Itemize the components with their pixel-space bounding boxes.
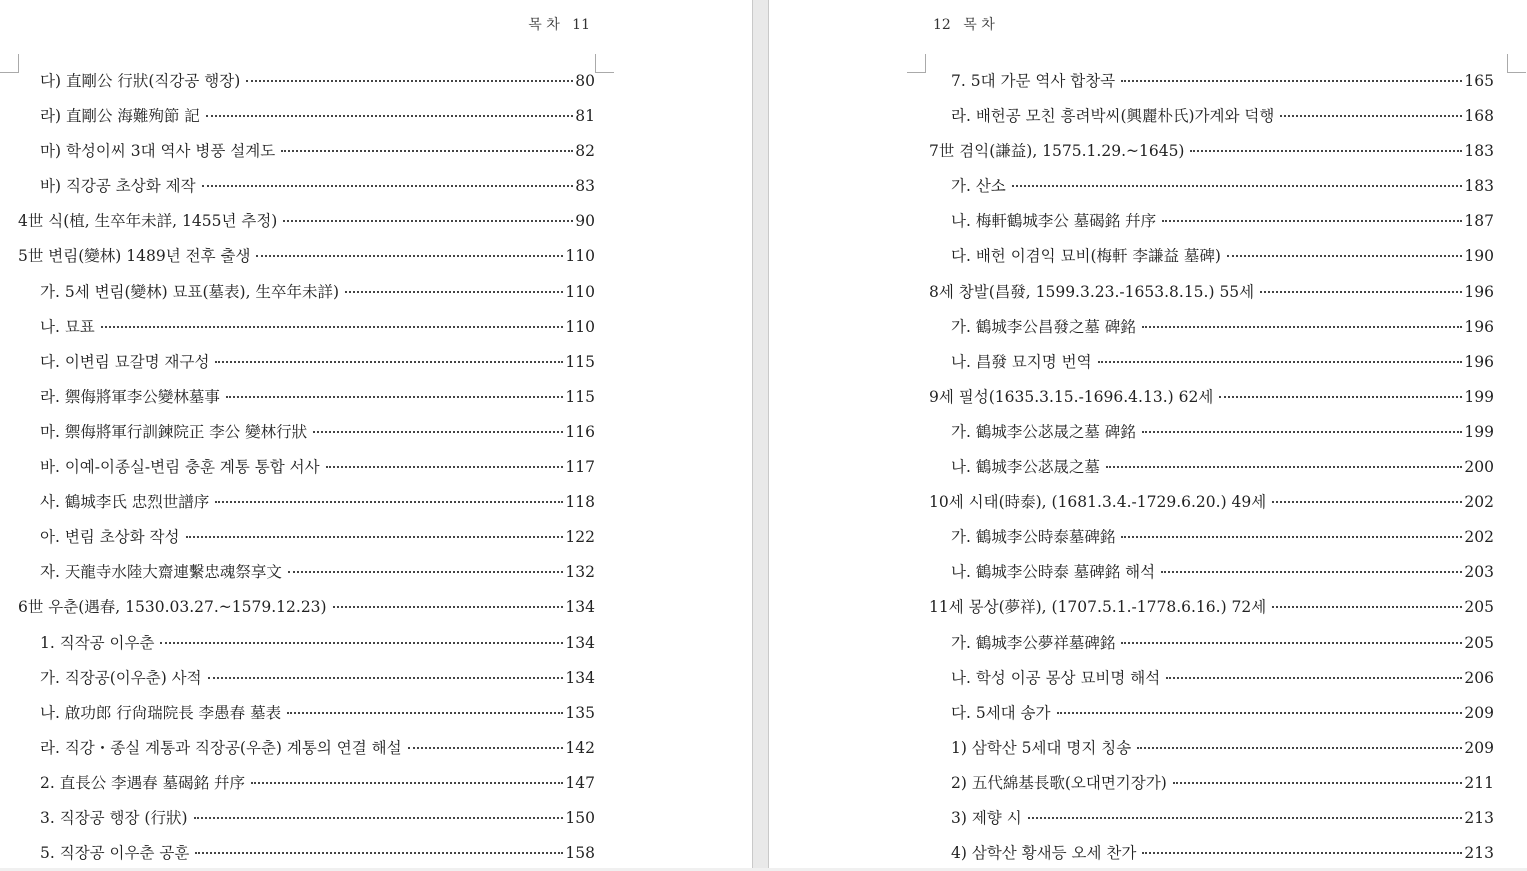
- toc-entry-title: 다. 배헌 이겸익 묘비(梅軒 李謙益 墓碑): [951, 247, 1221, 266]
- toc-entry[interactable]: [18, 169, 595, 204]
- dot-leader: [1161, 571, 1462, 573]
- toc-entry-page: 122: [565, 528, 595, 547]
- toc-entry[interactable]: [929, 380, 1494, 415]
- dot-leader: [208, 677, 564, 679]
- dot-leader: [1028, 817, 1463, 819]
- dot-leader: [1121, 80, 1462, 82]
- crop-mark: [0, 54, 19, 73]
- dot-leader: [1272, 501, 1462, 503]
- toc-entry-title: 11세 몽상(夢祥), (1707.5.1.-1778.6.16.) 72세: [929, 598, 1267, 617]
- dot-leader: [345, 291, 563, 293]
- toc-entry-page: 202: [1464, 528, 1494, 547]
- toc-entry-page: 199: [1464, 422, 1494, 441]
- toc-entry-title: 4) 삼학산 황새등 오세 찬가: [951, 844, 1137, 863]
- toc-entry-page: 81: [575, 107, 595, 126]
- toc-entry-page: 213: [1464, 808, 1494, 827]
- toc-entry-page: 206: [1464, 668, 1494, 687]
- crop-mark: [907, 54, 926, 73]
- dot-leader: [246, 80, 573, 82]
- toc-entry[interactable]: [929, 731, 1494, 766]
- dot-leader: [194, 817, 564, 819]
- header-title: 목 차: [528, 17, 560, 33]
- toc-entry[interactable]: [18, 64, 595, 99]
- toc-entry-title: 마. 禦侮將軍行訓鍊院正 李公 變林行狀: [40, 422, 308, 441]
- toc-entry[interactable]: [929, 520, 1494, 555]
- toc-entry-page: 196: [1464, 352, 1494, 371]
- toc-entry-page: 199: [1464, 387, 1494, 406]
- toc-entry[interactable]: [18, 485, 595, 520]
- dot-leader: [195, 852, 563, 854]
- toc-entry-title: 4世 식(植, 生卒年未詳, 1455년 추정): [18, 212, 278, 231]
- left-page: [0, 0, 752, 868]
- right-page: [769, 0, 1527, 868]
- dot-leader: [1012, 185, 1463, 187]
- toc-entry-page: 209: [1464, 738, 1494, 757]
- toc-entry-page: 202: [1464, 493, 1494, 512]
- toc-entry[interactable]: [929, 801, 1494, 836]
- dot-leader: [326, 466, 564, 468]
- toc-entry[interactable]: [929, 345, 1494, 380]
- dot-leader: [226, 396, 564, 398]
- dot-leader: [1173, 782, 1463, 784]
- toc-entry[interactable]: [18, 661, 595, 696]
- toc-entry-title: 9세 필성(1635.3.15.-1696.4.13.) 62세: [929, 387, 1214, 406]
- toc-entry-title: 10세 시태(時泰), (1681.3.4.-1729.6.20.) 49세: [929, 493, 1267, 512]
- toc-entry-title: 라. 배헌공 모친 흥려박씨(興麗朴氏)가계와 덕행: [951, 107, 1275, 126]
- header-page-number: 12: [933, 17, 951, 33]
- toc-entry-title: 2) 五代綿基長歌(오대면기장가): [951, 773, 1167, 792]
- toc-entry-title: 마) 학성이씨 3대 역사 병풍 설계도: [40, 142, 276, 161]
- toc-entry-title: 라. 직강・종실 계통과 직장공(우춘) 계통의 연결 해설: [40, 738, 402, 757]
- toc-entry-title: 나. 梅軒鶴城李公 墓碣銘 幷序: [951, 212, 1157, 231]
- toc-entry[interactable]: [18, 99, 595, 134]
- toc-entry-page: 80: [575, 72, 595, 90]
- dot-leader: [256, 255, 563, 257]
- toc-entry-title: 가. 5세 변림(變林) 묘표(墓表), 生卒年未詳): [40, 282, 339, 301]
- toc-entry[interactable]: [929, 661, 1494, 696]
- toc-entry-page: 134: [565, 598, 595, 617]
- toc-entry[interactable]: [929, 836, 1494, 871]
- dot-leader: [1280, 115, 1462, 117]
- toc-entry[interactable]: [18, 275, 595, 310]
- toc-entry[interactable]: [929, 134, 1494, 169]
- dot-leader: [1162, 220, 1462, 222]
- toc-entry[interactable]: [18, 310, 595, 345]
- dot-leader: [281, 150, 573, 152]
- toc-entry[interactable]: [929, 696, 1494, 731]
- dot-leader: [1121, 536, 1462, 538]
- toc-entry-title: 가. 鶴城李公時泰墓碑銘: [951, 528, 1116, 547]
- toc-entry[interactable]: [929, 415, 1494, 450]
- toc-entry[interactable]: [929, 239, 1494, 274]
- toc-entry-title: 자. 天龍寺水陸大齋連繫忠魂祭享文: [40, 563, 282, 582]
- toc-entry-page: 135: [565, 703, 595, 722]
- dot-leader: [1260, 291, 1462, 293]
- page-gutter: [752, 0, 769, 868]
- dot-leader: [215, 501, 563, 503]
- toc-entry-page: 183: [1464, 177, 1494, 196]
- toc-entry-title: 가. 산소: [951, 177, 1006, 196]
- dot-leader: [215, 361, 563, 363]
- toc-entry-title: 바) 직강공 초상화 제작: [40, 177, 196, 196]
- toc-entry-page: 190: [1464, 247, 1494, 266]
- toc-entry-page: 118: [565, 493, 595, 512]
- toc-entry-page: 150: [565, 808, 595, 827]
- toc-entry[interactable]: [929, 485, 1494, 520]
- toc-entry-page: 187: [1464, 212, 1494, 231]
- dot-leader: [313, 431, 563, 433]
- toc-entry-title: 가. 직장공(이우춘) 사적: [40, 668, 202, 687]
- toc-entry-title: 라) 直剛公 海難殉節 記: [40, 107, 200, 126]
- toc-entry[interactable]: [929, 204, 1494, 239]
- toc-entry[interactable]: [929, 99, 1494, 134]
- toc-entry-title: 3. 직장공 행장 (行狀): [40, 808, 188, 827]
- toc-entry-page: 200: [1464, 458, 1494, 477]
- toc-entry-title: 사. 鶴城李氏 忠烈世譜序: [40, 493, 210, 512]
- dot-leader: [333, 606, 564, 608]
- toc-entry-title: 5世 변림(變林) 1489년 전후 출생: [18, 247, 251, 266]
- toc-entry-page: 115: [565, 352, 595, 371]
- toc-entry-title: 7世 겸익(謙益), 1575.1.29.~1645): [929, 142, 1185, 161]
- dot-leader: [1137, 747, 1462, 749]
- toc-entry[interactable]: [18, 239, 595, 274]
- toc-entry-page: 110: [565, 282, 595, 301]
- header-title: 목 차: [963, 17, 995, 33]
- toc-entry[interactable]: [929, 555, 1494, 590]
- toc-entry-page: 196: [1464, 317, 1494, 336]
- toc-entry-page: 134: [565, 633, 595, 652]
- toc-entry-page: 211: [1464, 773, 1494, 792]
- toc-entry[interactable]: [18, 555, 595, 590]
- toc-entry[interactable]: [18, 590, 595, 625]
- toc-entry-page: 116: [565, 422, 595, 441]
- dot-leader: [101, 326, 564, 328]
- toc-entry[interactable]: [929, 450, 1494, 485]
- toc-entry-title: 라. 禦侮將軍李公變林墓事: [40, 387, 220, 406]
- toc-entry-title: 가. 鶴城李公昌發之墓 碑銘: [951, 317, 1136, 336]
- toc-entry-page: 165: [1464, 72, 1494, 90]
- dot-leader: [408, 747, 564, 749]
- toc-entry-page: 158: [565, 844, 595, 863]
- page-header-left: [524, 14, 594, 34]
- dot-leader: [283, 220, 573, 222]
- dot-leader: [1142, 431, 1463, 433]
- toc-entry-title: 1) 삼학산 5세대 명지 칭송: [951, 738, 1132, 757]
- dot-leader: [1227, 255, 1462, 257]
- crop-mark: [1507, 54, 1526, 73]
- toc-entry-page: 110: [565, 247, 595, 266]
- toc-entry-title: 나. 鶴城李公苾晟之墓: [951, 458, 1100, 477]
- toc-entry[interactable]: [18, 345, 595, 380]
- toc-list-right: [929, 64, 1494, 871]
- dot-leader: [1121, 642, 1462, 644]
- toc-entry-page: 205: [1464, 633, 1494, 652]
- toc-entry-page: 110: [565, 317, 595, 336]
- toc-entry-title: 다. 5세대 송가: [951, 703, 1051, 722]
- toc-entry-page: 117: [565, 458, 595, 477]
- toc-entry-title: 나. 학성 이공 몽상 묘비명 해석: [951, 668, 1161, 687]
- toc-entry-page: 82: [575, 142, 595, 161]
- toc-entry-title: 1. 직작공 이우춘: [40, 633, 155, 652]
- dot-leader: [186, 536, 564, 538]
- toc-entry-title: 3) 제향 시: [951, 808, 1022, 827]
- toc-entry-title: 5. 직장공 이우춘 공훈: [40, 844, 190, 863]
- toc-entry-page: 147: [565, 773, 595, 792]
- toc-entry[interactable]: [18, 204, 595, 239]
- toc-entry-title: 나. 昌發 묘지명 번역: [951, 352, 1092, 371]
- toc-entry[interactable]: [18, 520, 595, 555]
- toc-entry-page: 183: [1464, 142, 1494, 161]
- header-page-number: 11: [572, 17, 590, 33]
- toc-entry-title: 나. 묘표: [40, 317, 95, 336]
- dot-leader: [1142, 326, 1463, 328]
- crop-mark: [595, 54, 614, 73]
- dot-leader: [160, 642, 563, 644]
- toc-entry[interactable]: [18, 450, 595, 485]
- toc-entry[interactable]: [18, 731, 595, 766]
- toc-entry-title: 나. 鶴城李公時泰 墓碑銘 해석: [951, 563, 1156, 582]
- toc-entry-page: 115: [565, 387, 595, 406]
- toc-entry-title: 6世 우춘(遇春, 1530.03.27.~1579.12.23): [18, 598, 327, 617]
- dot-leader: [1098, 361, 1463, 363]
- toc-entry[interactable]: [929, 766, 1494, 801]
- toc-entry-title: 다. 이변림 묘갈명 재구성: [40, 352, 210, 371]
- dot-leader: [1166, 677, 1462, 679]
- dot-leader: [1106, 466, 1463, 468]
- toc-entry-title: 아. 변림 초상화 작성: [40, 528, 180, 547]
- toc-entry-title: 가. 鶴城李公夢祥墓碑銘: [951, 633, 1116, 652]
- toc-entry-page: 134: [565, 668, 595, 687]
- dot-leader: [206, 115, 573, 117]
- toc-entry[interactable]: [929, 275, 1494, 310]
- toc-entry[interactable]: [18, 696, 595, 731]
- toc-entry-page: 142: [565, 738, 595, 757]
- dot-leader: [1142, 852, 1462, 854]
- toc-entry-title: 2. 直長公 李遇春 墓碣銘 幷序: [40, 773, 245, 792]
- toc-entry[interactable]: [18, 801, 595, 836]
- toc-entry[interactable]: [18, 134, 595, 169]
- dot-leader: [1057, 712, 1463, 714]
- dot-leader: [202, 185, 574, 187]
- toc-entry[interactable]: [18, 415, 595, 450]
- toc-list-left: [18, 64, 595, 871]
- toc-entry-page: 209: [1464, 703, 1494, 722]
- toc-entry[interactable]: [18, 380, 595, 415]
- dot-leader: [251, 782, 563, 784]
- toc-entry-page: 132: [565, 563, 595, 582]
- toc-entry[interactable]: [929, 169, 1494, 204]
- page-header-right: [929, 14, 999, 34]
- toc-entry[interactable]: [18, 836, 595, 871]
- toc-entry[interactable]: [929, 590, 1494, 625]
- toc-entry-page: 205: [1464, 598, 1494, 617]
- toc-entry[interactable]: [929, 64, 1494, 99]
- dot-leader: [1219, 396, 1462, 398]
- toc-entry-title: 가. 鶴城李公苾晟之墓 碑銘: [951, 422, 1136, 441]
- toc-entry[interactable]: [18, 766, 595, 801]
- toc-entry-title: 다) 直剛公 行狀(직강공 행장): [40, 72, 241, 90]
- dot-leader: [287, 712, 563, 714]
- toc-entry[interactable]: [929, 626, 1494, 661]
- dot-leader: [288, 571, 564, 573]
- dot-leader: [1190, 150, 1462, 152]
- toc-entry-title: 8세 창발(昌發, 1599.3.23.-1653.8.15.) 55세: [929, 282, 1255, 301]
- toc-entry-page: 203: [1464, 563, 1494, 582]
- toc-entry-page: 213: [1464, 844, 1494, 863]
- toc-entry-page: 168: [1464, 107, 1494, 126]
- toc-entry[interactable]: [929, 310, 1494, 345]
- toc-entry-title: 7. 5대 가문 역사 합창곡: [951, 72, 1116, 90]
- toc-entry-title: 나. 啟功郎 行尙瑞院長 李愚春 墓表: [40, 703, 282, 722]
- toc-entry[interactable]: [18, 626, 595, 661]
- toc-entry-page: 90: [575, 212, 595, 231]
- dot-leader: [1272, 606, 1462, 608]
- toc-entry-page: 83: [575, 177, 595, 196]
- toc-entry-title: 바. 이예-이종실-변림 충훈 계통 통합 서사: [40, 458, 320, 477]
- toc-entry-page: 196: [1464, 282, 1494, 301]
